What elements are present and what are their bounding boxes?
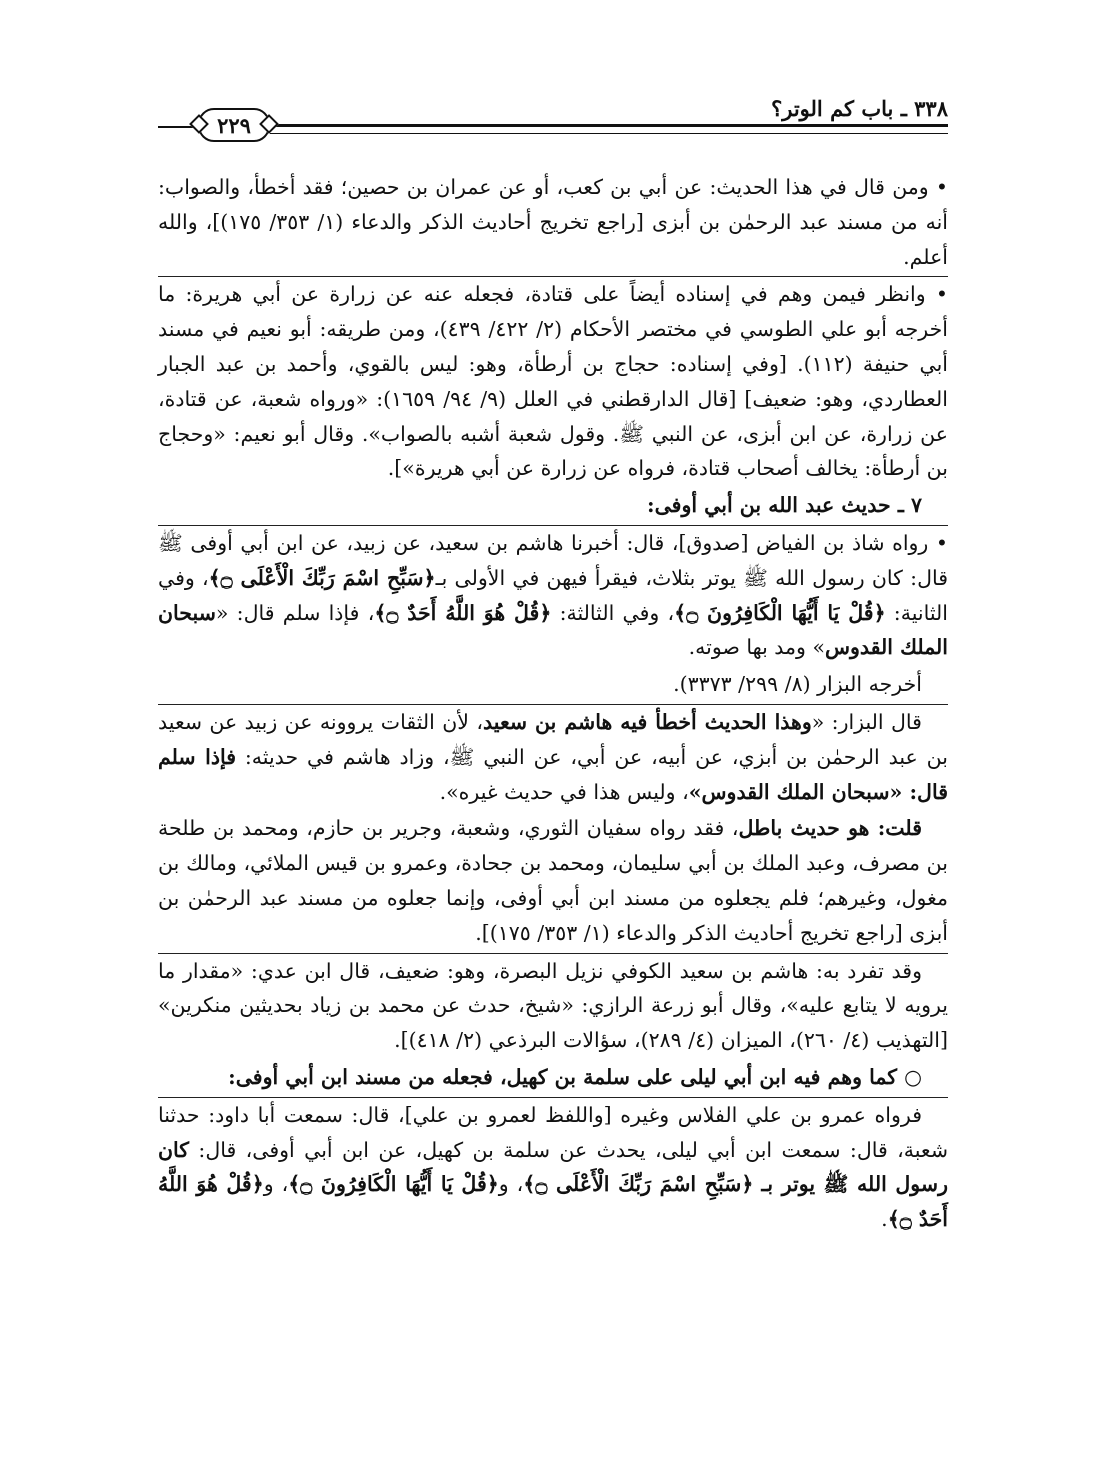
text-run: . [881,1207,888,1232]
paragraph-7 [158,953,948,1058]
quran-verse: ﴿قُلْ هُوَ اللَّهُ أَحَدٌ ۝﴾ [158,1172,948,1232]
chapter-title: ٣٣٨ ـ باب كم الوتر؟ [771,96,948,121]
subheading [158,1060,948,1095]
quran-verse: ﴿سَبِّحِ اسْمَ رَبِّكَ الْأَعْلَى ۝﴾ [208,565,436,590]
text-run: أخرجه البزار (٨/ ٢٩٩/ ٣٣٧٣). [673,672,922,697]
page-header [158,92,948,144]
text-run: وقد تفرد به: هاشم بن سعيد الكوفي نزيل البصرة، وهو: ضعيف، قال ابن عدي: «مقدار ما يرويه لا يتابع عليه»، وقال أبو زرعة الرازي: «شيخ، حدث عن محمد بن زياد بحديثين منكرين» [التهذيب (٤/ ٢٦٠)، الميزان (٤/ ٢٨٩)، سؤالات البرذعي (٢/ ٤١٨)]. [158,958,948,1053]
section-heading [158,488,948,523]
bold-run: وهذا الحديث أخطأ فيه هاشم بن سعيد [483,709,812,734]
page-number-badge [198,108,270,142]
header-rule [270,124,948,134]
bold-run: فإذا سلم قال: «سبحان الملك القدوس» [158,744,948,804]
paragraph-1 [158,170,948,274]
text-run: ، وفي الثالثة: [551,600,675,625]
text-run: ، فقد رواه سفيان الثوري، وشعبة، وجرير بن حازم، ومحمد بن طلحة بن مصرف، وعبد الملك بن أبي سليمان، ومحمد بن جحادة، وعمرو بن قيس الملائي، ومالك بن مغول، وغيرهم؛ فلم يجعلوه من مسند ابن أبي أوفى، وإنما جعلوه من مسند عبد الرحمٰن بن أبزى [راجع تخريج أحاديث الذكر والدعاء (١/ ٣٥٣/ ١٧٥)]. [158,816,948,945]
bold-run: ٧ ـ حديث عبد الله بن أبي أوفى: [647,493,922,518]
text-run: ، وفي الثانية: [158,565,948,625]
paragraph-3 [158,525,948,665]
text-run: قال البزار: « [811,709,922,734]
paragraph-6 [158,811,948,950]
text-run: ، و [498,1172,524,1197]
text-run: • ومن قال في هذا الحديث: عن أبي بن كعب، أو عن عمران بن حصين؛ فقد أخطأ، والصواب: أنه من مسند عبد الرحمٰن بن أبزى [راجع تخريج أحاديث الذكر والدعاء (١/ ٣٥٣/ ١٧٥)]، والله أعلم. [158,175,948,269]
quran-verse: ﴿قُلْ يَا أَيُّهَا الْكَافِرُونَ ۝﴾ [288,1172,499,1197]
text-run: ، وليس هذا في حديث غيره». [439,779,689,804]
paragraph-4 [158,667,948,702]
bold-run: سبحان الملك القدوس [158,600,948,660]
bold-run: كان رسول الله ﷺ يوتر بـ [158,1137,948,1197]
text-run: » ومد بها صوته. [688,635,825,660]
paragraph-8 [158,1097,948,1237]
page-body [158,170,948,1237]
header-rule-left [158,126,194,128]
text-run: ، فإذا سلم قال: « [215,600,375,625]
bold-run: قلت: هو حديث باطل [738,816,923,841]
paragraph-2 [158,276,948,486]
text-run: • وانظر فيمن وهم في إسناده أيضاً على قتادة، فجعله عنه عن زرارة عن أبي هريرة: ما أخرجه أبو علي الطوسي في مختصر الأحكام (٢/ ٤٢٢/ ٤٣٩)، ومن طريقه: أبو نعيم في مسند أبي حنيفة (١١٢). [وفي إسناده: حجاج بن أرطأة، وهو: ليس بالقوي، وأحمد بن عبد الجبار العطاردي، وهو: ضعيف] [قال الدارقطني في العلل (٩/ ٩٤/ ١٦٥٩): «ورواه شعبة، عن قتادة، عن زرارة، عن ابن أبزى، عن النبي ﷺ. وقول شعبة أشبه بالصواب». وقال أبو نعيم: «وحجاج بن أرطأة: يخالف أصحاب قتادة، فرواه عن زرارة عن أبي هريرة»]. [158,282,948,481]
text-run: • رواه شاذ بن الفياض [صدوق]، قال: أخبرنا هاشم بن سعيد، عن زبيد، عن ابن أبي أوفى ﷺ قال: كان رسول الله ﷺ يوتر بثلاث، فيقرأ فيهن في الأولى بـ [158,530,949,590]
quran-verse: ﴿قُلْ هُوَ اللَّهُ أَحَدٌ ۝﴾ [374,600,552,625]
bold-run: ○ كما وهم فيه ابن أبي ليلى على سلمة بن كهيل، فجعله من مسند ابن أبي أوفى: [228,1064,922,1089]
paragraph-5 [158,704,948,809]
quran-verse: ﴿قُلْ يَا أَيُّهَا الْكَافِرُونَ ۝﴾ [674,600,886,625]
text-run: فرواه عمرو بن علي الفلاس وغيره [واللفظ لعمرو بن علي]، قال: سمعت أبا داود: حدثنا شعبة، قال: سمعت ابن أبي ليلى، يحدث عن سلمة بن كهيل، عن ابن أبي أوفى، قال: [158,1102,948,1162]
page-number: ٢٢٩ [217,112,251,138]
text-run: ، لأن الثقات يروونه عن زبيد عن سعيد بن عبد الرحمٰن بن أبزي، عن أبيه، عن أبي، عن النبي ﷺ، وزاد هاشم في حديثه: [158,709,948,769]
text-run: ، و [263,1172,289,1197]
quran-verse: ﴿سَبِّحِ اسْمَ رَبِّكَ الْأَعْلَى ۝﴾ [523,1172,754,1197]
